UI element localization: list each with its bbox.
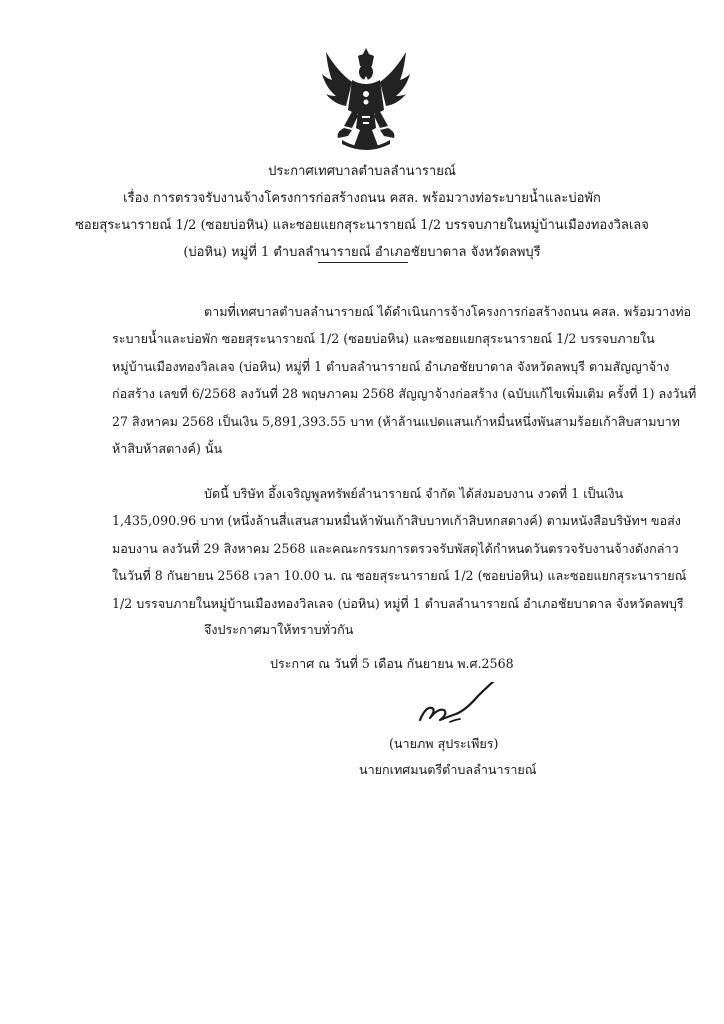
- paragraph-2-line-1: บัดนี้ บริษัท อึ้งเจริญพูลทรัพย์ลำนารายณ์ จำกัด ได้ส่งมอบงาน งวดที่ 1 เป็นเงิน: [204, 486, 624, 501]
- announcement-header: [60, 158, 664, 266]
- announcement-title: ประกาศเทศบาลตำบลลำนารายณ์: [268, 164, 456, 179]
- paragraph-1-line-5: 27 สิงหาคม 2568 เป็นเงิน 5,891,393.55 บาท (ห้าล้านแปดแสนเก้าหมื่นหนึ่งพันสามร้อยเก้าสิบสามบาท: [112, 413, 680, 429]
- handwritten-signature-icon: [412, 682, 516, 732]
- header-divider: [318, 262, 408, 263]
- paragraph-1-line-3: หมู่บ้านเมืองทองวิลเลจ (บ่อหิน) หมู่ที่ 1 ตำบลลำนารายณ์ อำเภอชัยบาดาล จังหวัดลพบุรี ตามสัญญาจ้าง: [112, 358, 670, 374]
- paragraph-1-line-2: ระบายน้ำและบ่อพัก ซอยสุระนารายณ์ 1/2 (ซอยบ่อหิน) และซอยแยกสุระนารายณ์ 1/2 บรรจบภายใน: [112, 331, 655, 347]
- subject-line-3: (บ่อหิน) หมู่ที่ 1 ตำบลลำนารายณ์ อำเภอชัยบาดาล จังหวัดลพบุรี: [183, 245, 541, 260]
- paragraph-1-line-4: ก่อสร้าง เลขที่ 6/2568 ลงวันที่ 28 พฤษภาคม 2568 สัญญาจ้างก่อสร้าง (ฉบับแก้ไขเพิ่มเติม ครั้งที่ 1) ลงวันที่: [112, 386, 697, 402]
- announcement-date: ประกาศ ณ วันที่ 5 เดือน กันยายน พ.ศ.2568: [270, 656, 514, 671]
- closing-statement: จึงประกาศมาให้ทราบทั่วกัน: [204, 622, 354, 637]
- subject-line-2: ซอยสุระนารายณ์ 1/2 (ซอยบ่อหิน) และซอยแยกสุระนารายณ์ 1/2 บรรจบภายในหมู่บ้านเมืองทองวิลเลจ: [75, 218, 649, 233]
- signatory-position: นายกเทศมนตรีตำบลลำนารายณ์: [359, 762, 537, 777]
- paragraph-1-line-6: ห้าสิบห้าสตางค์) นั้น: [112, 441, 223, 457]
- paragraph-2: [112, 480, 687, 617]
- paragraph-1: [112, 298, 697, 462]
- paragraph-2-line-4: ในวันที่ 8 กันยายน 2568 เวลา 10.00 น. ณ ซอยสุระนารายณ์ 1/2 (ซอยบ่อหิน) และซอยแยกสุระนารายณ์: [112, 568, 687, 584]
- subject-line-1: เรื่อง การตรวจรับงานจ้างโครงการก่อสร้างถนน คสล. พร้อมวางท่อระบายน้ำและบ่อพัก: [123, 191, 601, 206]
- paragraph-2-line-2: 1,435,090.96 บาท (หนึ่งล้านสี่แสนสามหมื่นห้าพันเก้าสิบบาทเก้าสิบหกสตางค์) ตามหนังสือบริษัทฯ ขอส่ง: [112, 513, 681, 529]
- signatory-name: (นายภพ สุประเพียร): [389, 736, 499, 751]
- paragraph-2-line-3: มอบงาน ลงวันที่ 29 สิงหาคม 2568 และคณะกรรมการตรวจรับพัสดุได้กำหนดวันตรวจรับงานจ้างดังกล่าว: [112, 540, 679, 556]
- garuda-emblem-icon: [322, 46, 410, 152]
- paragraph-1-line-1: ตามที่เทศบาลตำบลลำนารายณ์ ได้ดำเนินการจ้างโครงการก่อสร้างถนน คสล. พร้อมวางท่อ: [204, 304, 692, 319]
- paragraph-2-line-5: 1/2 บรรจบภายในหมู่บ้านเมืองทองวิลเลจ (บ่อหิน) หมู่ที่ 1 ตำบลลำนารายณ์ อำเภอชัยบาดาล จังหวัดลพบุรี: [112, 595, 684, 611]
